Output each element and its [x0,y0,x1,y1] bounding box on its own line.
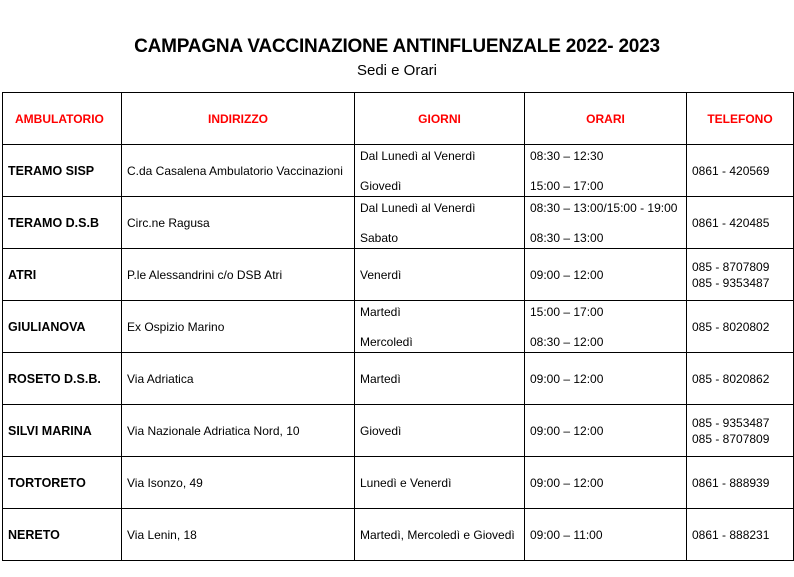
cell-telefono [687,249,794,301]
cell-giorni-line: Dal Lunedì al Venerdì [360,148,476,163]
cell-orari [525,301,687,353]
cell-giorni [355,145,525,197]
cell-orari-lines [530,305,681,349]
header-ambulatorio: AMBULATORIO [3,93,122,145]
header-indirizzo: INDIRIZZO [122,93,355,145]
table-row [3,249,794,301]
cell-giorni-line: Sabato [360,230,399,245]
table-row [3,405,794,457]
cell-giorni-line: Dal Lunedì al Venerdì [360,200,476,215]
page-subtitle: Sedi e Orari [356,62,438,79]
table-row [3,457,794,509]
cell-orari-line: 08:30 – 13:00 [530,230,604,245]
cell-indirizzo: P.le Alessandrini c/o DSB Atri [122,249,355,301]
cell-indirizzo: C.da Casalena Ambulatorio Vaccinazioni [122,145,355,197]
table-row [3,145,794,197]
cell-giorni-line: Giovedì [360,178,402,193]
cell-indirizzo: Via Adriatica [122,353,355,405]
cell-giorni: Venerdì [355,249,525,301]
cell-orari [525,197,687,249]
cell-giorni: Martedì [355,353,525,405]
cell-telefono: 0861 - 888939 [687,457,794,509]
cell-indirizzo: Circ.ne Ragusa [122,197,355,249]
cell-orari: 09:00 – 12:00 [525,353,687,405]
cell-telefono: 0861 - 420569 [687,145,794,197]
cell-giorni: Lunedì e Venerdì [355,457,525,509]
cell-orari-line: 08:30 – 12:00 [530,334,604,349]
table-body [3,145,794,561]
cell-orari-lines [530,201,681,245]
header-telefono: TELEFONO [687,93,794,145]
cell-ambulatorio: ATRI [3,249,122,301]
cell-orari-lines [530,149,681,193]
cell-telefono-line: 085 - 8707809 [692,259,770,274]
cell-giorni-lines [360,305,519,349]
cell-ambulatorio: ROSETO D.S.B. [3,353,122,405]
cell-telefono: 085 - 8020802 [687,301,794,353]
cell-orari [525,145,687,197]
table-row [3,197,794,249]
cell-telefono-lines [692,416,788,446]
cell-giorni-line: Martedì [360,304,401,319]
cell-indirizzo: Via Lenin, 18 [122,509,355,561]
cell-orari: 09:00 – 11:00 [525,509,687,561]
header-orari: ORARI [525,93,687,145]
cell-ambulatorio: TERAMO D.S.B [3,197,122,249]
cell-giorni: Giovedì [355,405,525,457]
cell-telefono-lines [692,260,788,290]
schedule-table [2,92,794,561]
page-title: CAMPAGNA VACCINAZIONE ANTINFLUENZALE 2022- 2023 [134,36,660,57]
cell-indirizzo: Via Nazionale Adriatica Nord, 10 [122,405,355,457]
cell-orari-line: 08:30 – 13:00/15:00 - 19:00 [530,200,678,215]
cell-orari-line: 08:30 – 12:30 [530,148,604,163]
cell-telefono: 0861 - 888231 [687,509,794,561]
table-row [3,301,794,353]
cell-ambulatorio: NERETO [3,509,122,561]
cell-telefono-line: 085 - 9353487 [692,275,770,290]
cell-ambulatorio: SILVI MARINA [3,405,122,457]
header-giorni: GIORNI [355,93,525,145]
cell-giorni [355,197,525,249]
cell-indirizzo: Ex Ospizio Marino [122,301,355,353]
cell-orari: 09:00 – 12:00 [525,457,687,509]
cell-telefono-line: 085 - 9353487 [692,415,770,430]
cell-giorni: Martedì, Mercoledì e Giovedì [355,509,525,561]
cell-ambulatorio: GIULIANOVA [3,301,122,353]
cell-telefono: 085 - 8020862 [687,353,794,405]
cell-orari-line: 15:00 – 17:00 [530,304,604,319]
table-header-row [3,93,794,145]
cell-giorni-lines [360,149,519,193]
cell-giorni-lines [360,201,519,245]
cell-orari: 09:00 – 12:00 [525,405,687,457]
table-row [3,509,794,561]
cell-telefono [687,405,794,457]
cell-ambulatorio: TERAMO SISP [3,145,122,197]
table-row [3,353,794,405]
cell-telefono: 0861 - 420485 [687,197,794,249]
cell-indirizzo: Via Isonzo, 49 [122,457,355,509]
cell-giorni [355,301,525,353]
cell-ambulatorio: TORTORETO [3,457,122,509]
cell-orari: 09:00 – 12:00 [525,249,687,301]
cell-giorni-line: Mercoledì [360,334,413,349]
cell-telefono-line: 085 - 8707809 [692,431,770,446]
cell-orari-line: 15:00 – 17:00 [530,178,604,193]
